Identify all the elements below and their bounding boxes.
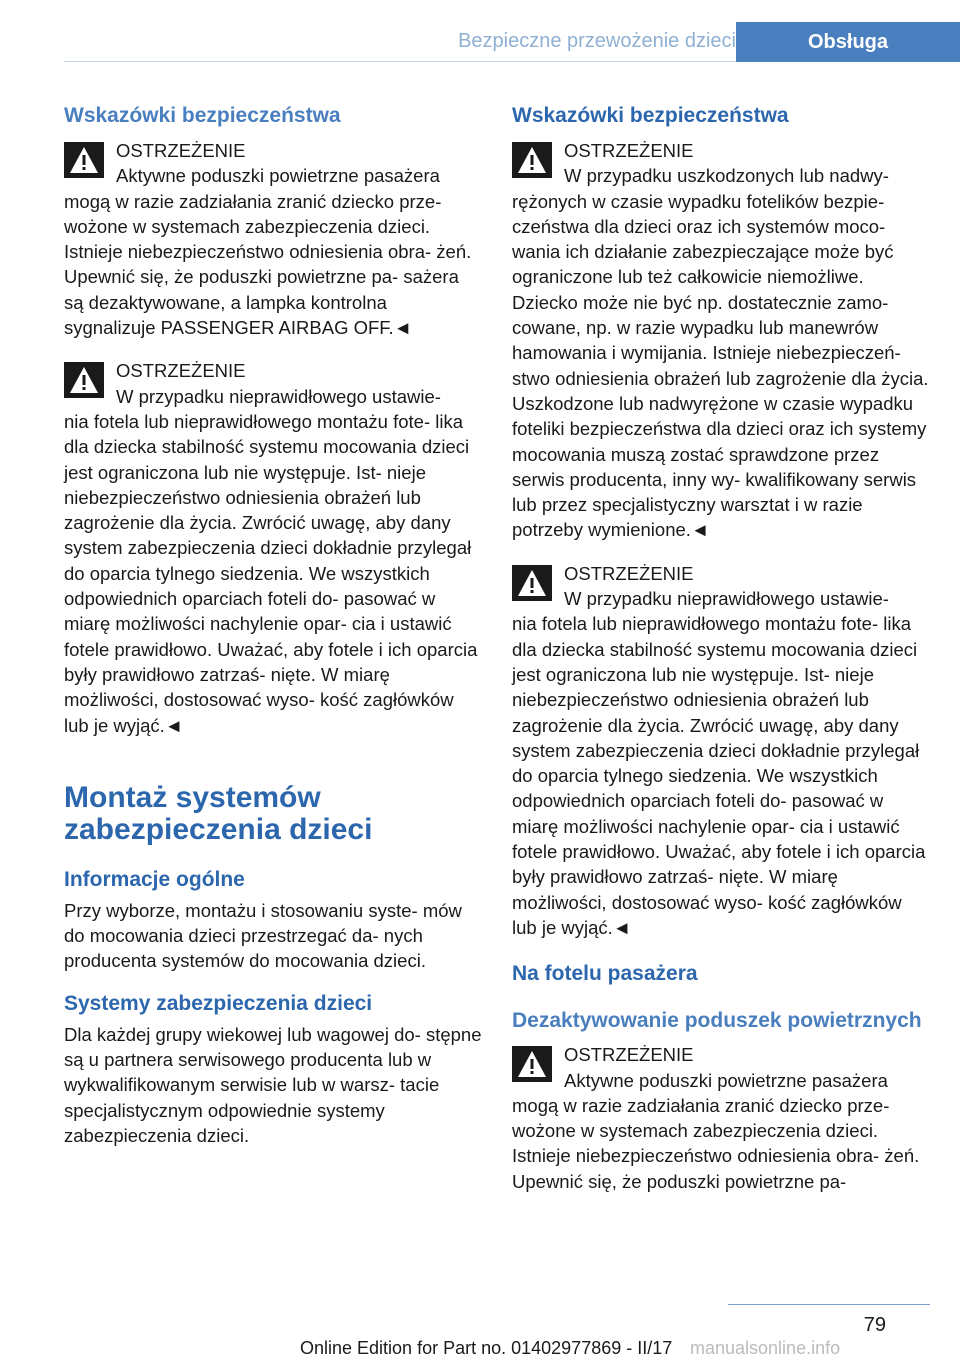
safety-heading-right: Wskazówki bezpieczeństwa — [512, 104, 789, 127]
right-column — [512, 102, 930, 1212]
warning-block — [512, 1042, 930, 1194]
warning-title: OSTRZEŻENIE — [116, 140, 246, 161]
passenger-seat-heading: Na fotelu pasażera — [512, 962, 698, 986]
warning-first-line: Aktywne poduszki powietrzne pasażera — [564, 1069, 888, 1091]
warning-triangle-icon — [512, 1046, 552, 1082]
warning-first-line: Aktywne poduszki powietrzne pasażera — [116, 165, 440, 187]
watermark: manualsonline.info — [690, 1338, 841, 1358]
warning-block — [512, 561, 930, 940]
airbag-deactivation-heading: Dezaktywowanie poduszek powietrznych — [512, 1009, 922, 1033]
page-number: 79 — [863, 1314, 886, 1336]
warning-triangle-icon — [64, 142, 104, 178]
warning-first-line: W przypadku uszkodzonych lub nadwy- — [564, 165, 889, 187]
footer-rule — [728, 1304, 930, 1305]
page-header — [0, 0, 960, 64]
warning-title: OSTRZEŻENIE — [564, 562, 694, 584]
general-info-heading: Informacje ogólne — [64, 867, 245, 891]
warning-first-line: W przypadku nieprawidłowego ustawie- — [116, 385, 441, 407]
general-info-text: Przy wyborze, montażu i stosowaniu syste- mów do mocowania dzieci przestrzegać da- nych producenta systemów do mocowania dzieci. — [64, 899, 462, 972]
warning-first-line: W przypadku nieprawidłowego ustawie- — [564, 588, 889, 610]
warning-title: OSTRZEŻENIE — [564, 140, 694, 161]
installation-heading: Montaż systemów zabezpieczenia dzieci — [64, 780, 373, 846]
warning-text: rężonych w czasie wypadku fotelików bezpie- czeństwa dla dzieci oraz ich systemów moco- wania ich działanie zabezpieczające może być ograniczone lub też całkowicie niemożliwe. Dziecko może nie być np. dostatecznie zamo- cowane, np. w razie wypadku lub manewrów hamowania i wymijania. Istnieje niebezpieczeń- stwo odniesienia obrażeń lub zagrożenie dla życia. Uszkodzone lub nadwyrężone w czasie wypadku foteliki bezpieczeństwa dla dzieci oraz ich systemy mocowania muszą zostać sprawdzone przez serwis producenta, inny wy- kwalifikowany serwis lub przez specjalistyczny warsztat i w razie potrzeby wymienione.◄ — [512, 190, 929, 541]
left-column — [64, 102, 482, 1162]
warning-text: nia fotela lub nieprawidłowego montażu fote- lika dla dziecka stabilność systemu mocowania dzieci jest ograniczona lub nie występuje. Ist- nieje niebezpieczeństwo odniesienia obrażeń lub zagrożenie dla życia. Zwrócić uwagę, aby dany system zabezpieczenia dzieci dokładnie przylegał do oparcia tylnego siedzenia. We wszystkich odpowiednich oparciach foteli do- pasować w miarę możliwości nachylenie opar- cia i ustawić fotele prawidłowo. Uważać, aby fotele i ich oparcia były prawidłowo zatrzaś- nięte. W miarę możliwości, dostosować wyso- kość zagłówków lub je wyjąć.◄ — [512, 613, 926, 938]
warning-triangle-icon — [64, 362, 104, 398]
safety-heading-left: Wskazówki bezpieczeństwa — [64, 104, 341, 127]
warning-block — [64, 358, 482, 737]
section-title: Bezpieczne przewożenie dzieci — [458, 30, 736, 52]
warning-text: mogą w razie zadziałania zranić dziecko prze- wożone w systemach zabezpieczenia dzieci. Istnieje niebezpieczeństwo odniesienia obra- żeń. Upewnić się, że poduszki powietrzne pa- sażera są dezaktywowane, a lampka kontrolna sygnalizuje PASSENGER AIRBAG OFF.◄ — [64, 190, 472, 339]
warning-triangle-icon — [512, 142, 552, 178]
chapter-tab: Obsługa — [736, 22, 960, 62]
child-systems-heading: Systemy zabezpieczenia dzieci — [64, 991, 373, 1015]
warning-title: OSTRZEŻENIE — [116, 360, 246, 382]
header-rule — [64, 61, 736, 62]
edition-note: Online Edition for Part no. 01402977869 - II/17 — [300, 1338, 673, 1358]
child-systems-text: Dla każdej grupy wiekowej lub wagowej do- stępne są u partnera serwisowego producenta lub w wykwalifikowanym serwisie lub w warsz- tacie specjalistycznym odpowiednie systemy zabezpieczenia dzieci. — [64, 1023, 482, 1146]
warning-triangle-icon — [512, 565, 552, 601]
warning-text: mogą w razie zadziałania zranić dziecko prze- wożone w systemach zabezpieczenia dzieci. Istnieje niebezpieczeństwo odniesienia obra- żeń. Upewnić się, że poduszki powietrzne pa- — [512, 1094, 920, 1192]
warning-text: nia fotela lub nieprawidłowego montażu fote- lika dla dziecka stabilność systemu mocowania dzieci jest ograniczona lub nie występuje. Ist- nieje niebezpieczeństwo odniesienia obrażeń lub zagrożenie dla życia. Zwrócić uwagę, aby dany system zabezpieczenia dzieci dokładnie przylegał do oparcia tylnego siedzenia. We wszystkich odpowiednich oparciach foteli do- pasować w miarę możliwości nachylenie opar- cia i ustawić fotele prawidłowo. Uważać, aby fotele i ich oparcia były prawidłowo zatrzaś- nięte. W miarę możliwości, dostosować wyso- kość zagłówków lub je wyjąć.◄ — [64, 410, 478, 736]
warning-block — [64, 138, 482, 340]
warning-block — [512, 138, 930, 543]
warning-title: OSTRZEŻENIE — [564, 1044, 694, 1066]
